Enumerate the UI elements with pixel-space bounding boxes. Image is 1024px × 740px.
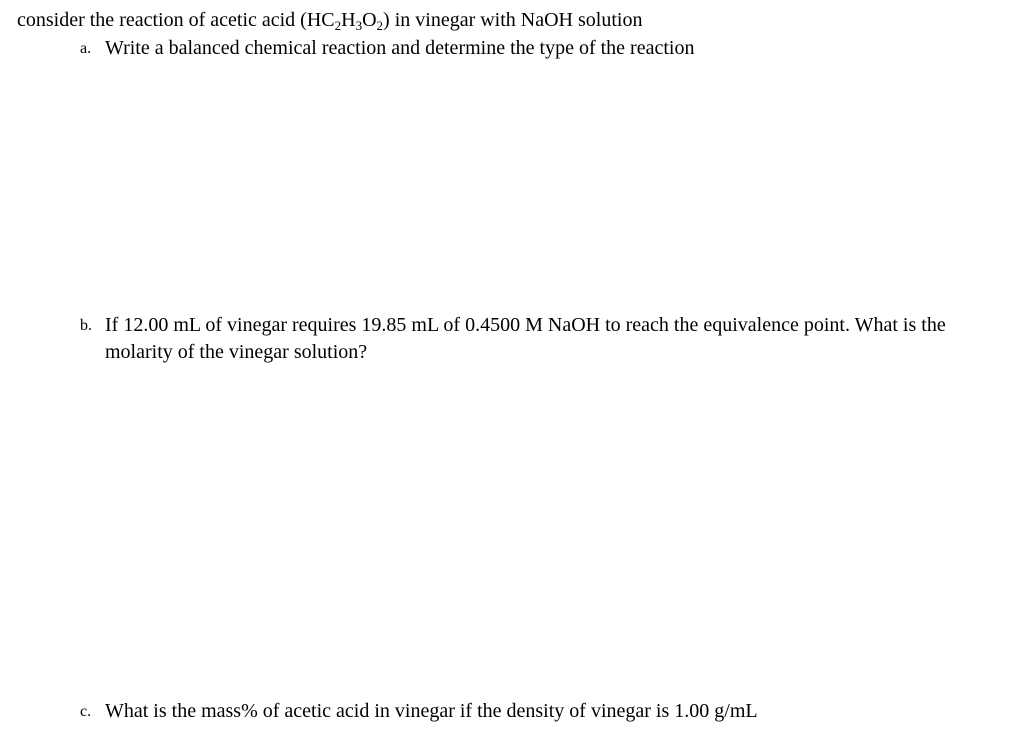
question-b-text: If 12.00 mL of vinegar requires 19.85 mL of 0.4500 M NaOH to reach the equivalence point. What is the molarity of the vinegar solution? [105,314,946,363]
question-b-marker: b. [80,317,92,334]
problem-intro [17,6,642,34]
intro-text-start: consider the reaction of acetic acid (HC [17,9,335,31]
question-b [80,312,1015,366]
question-c-text: What is the mass% of acetic acid in vinegar if the density of vinegar is 1.00 g/mL [105,700,758,722]
intro-text-end: ) in vinegar with NaOH solution [383,9,643,31]
question-c [80,698,758,726]
question-a-text: Write a balanced chemical reaction and determine the type of the reaction [105,37,695,59]
subscript-c: 2 [334,18,342,33]
subscript-o: 2 [376,18,384,33]
formula-o: O [362,9,377,31]
question-a-marker: a. [80,40,92,57]
question-c-marker: c. [80,703,92,720]
question-a [80,35,694,63]
subscript-h: 3 [355,18,363,33]
formula-h: H [341,9,356,31]
